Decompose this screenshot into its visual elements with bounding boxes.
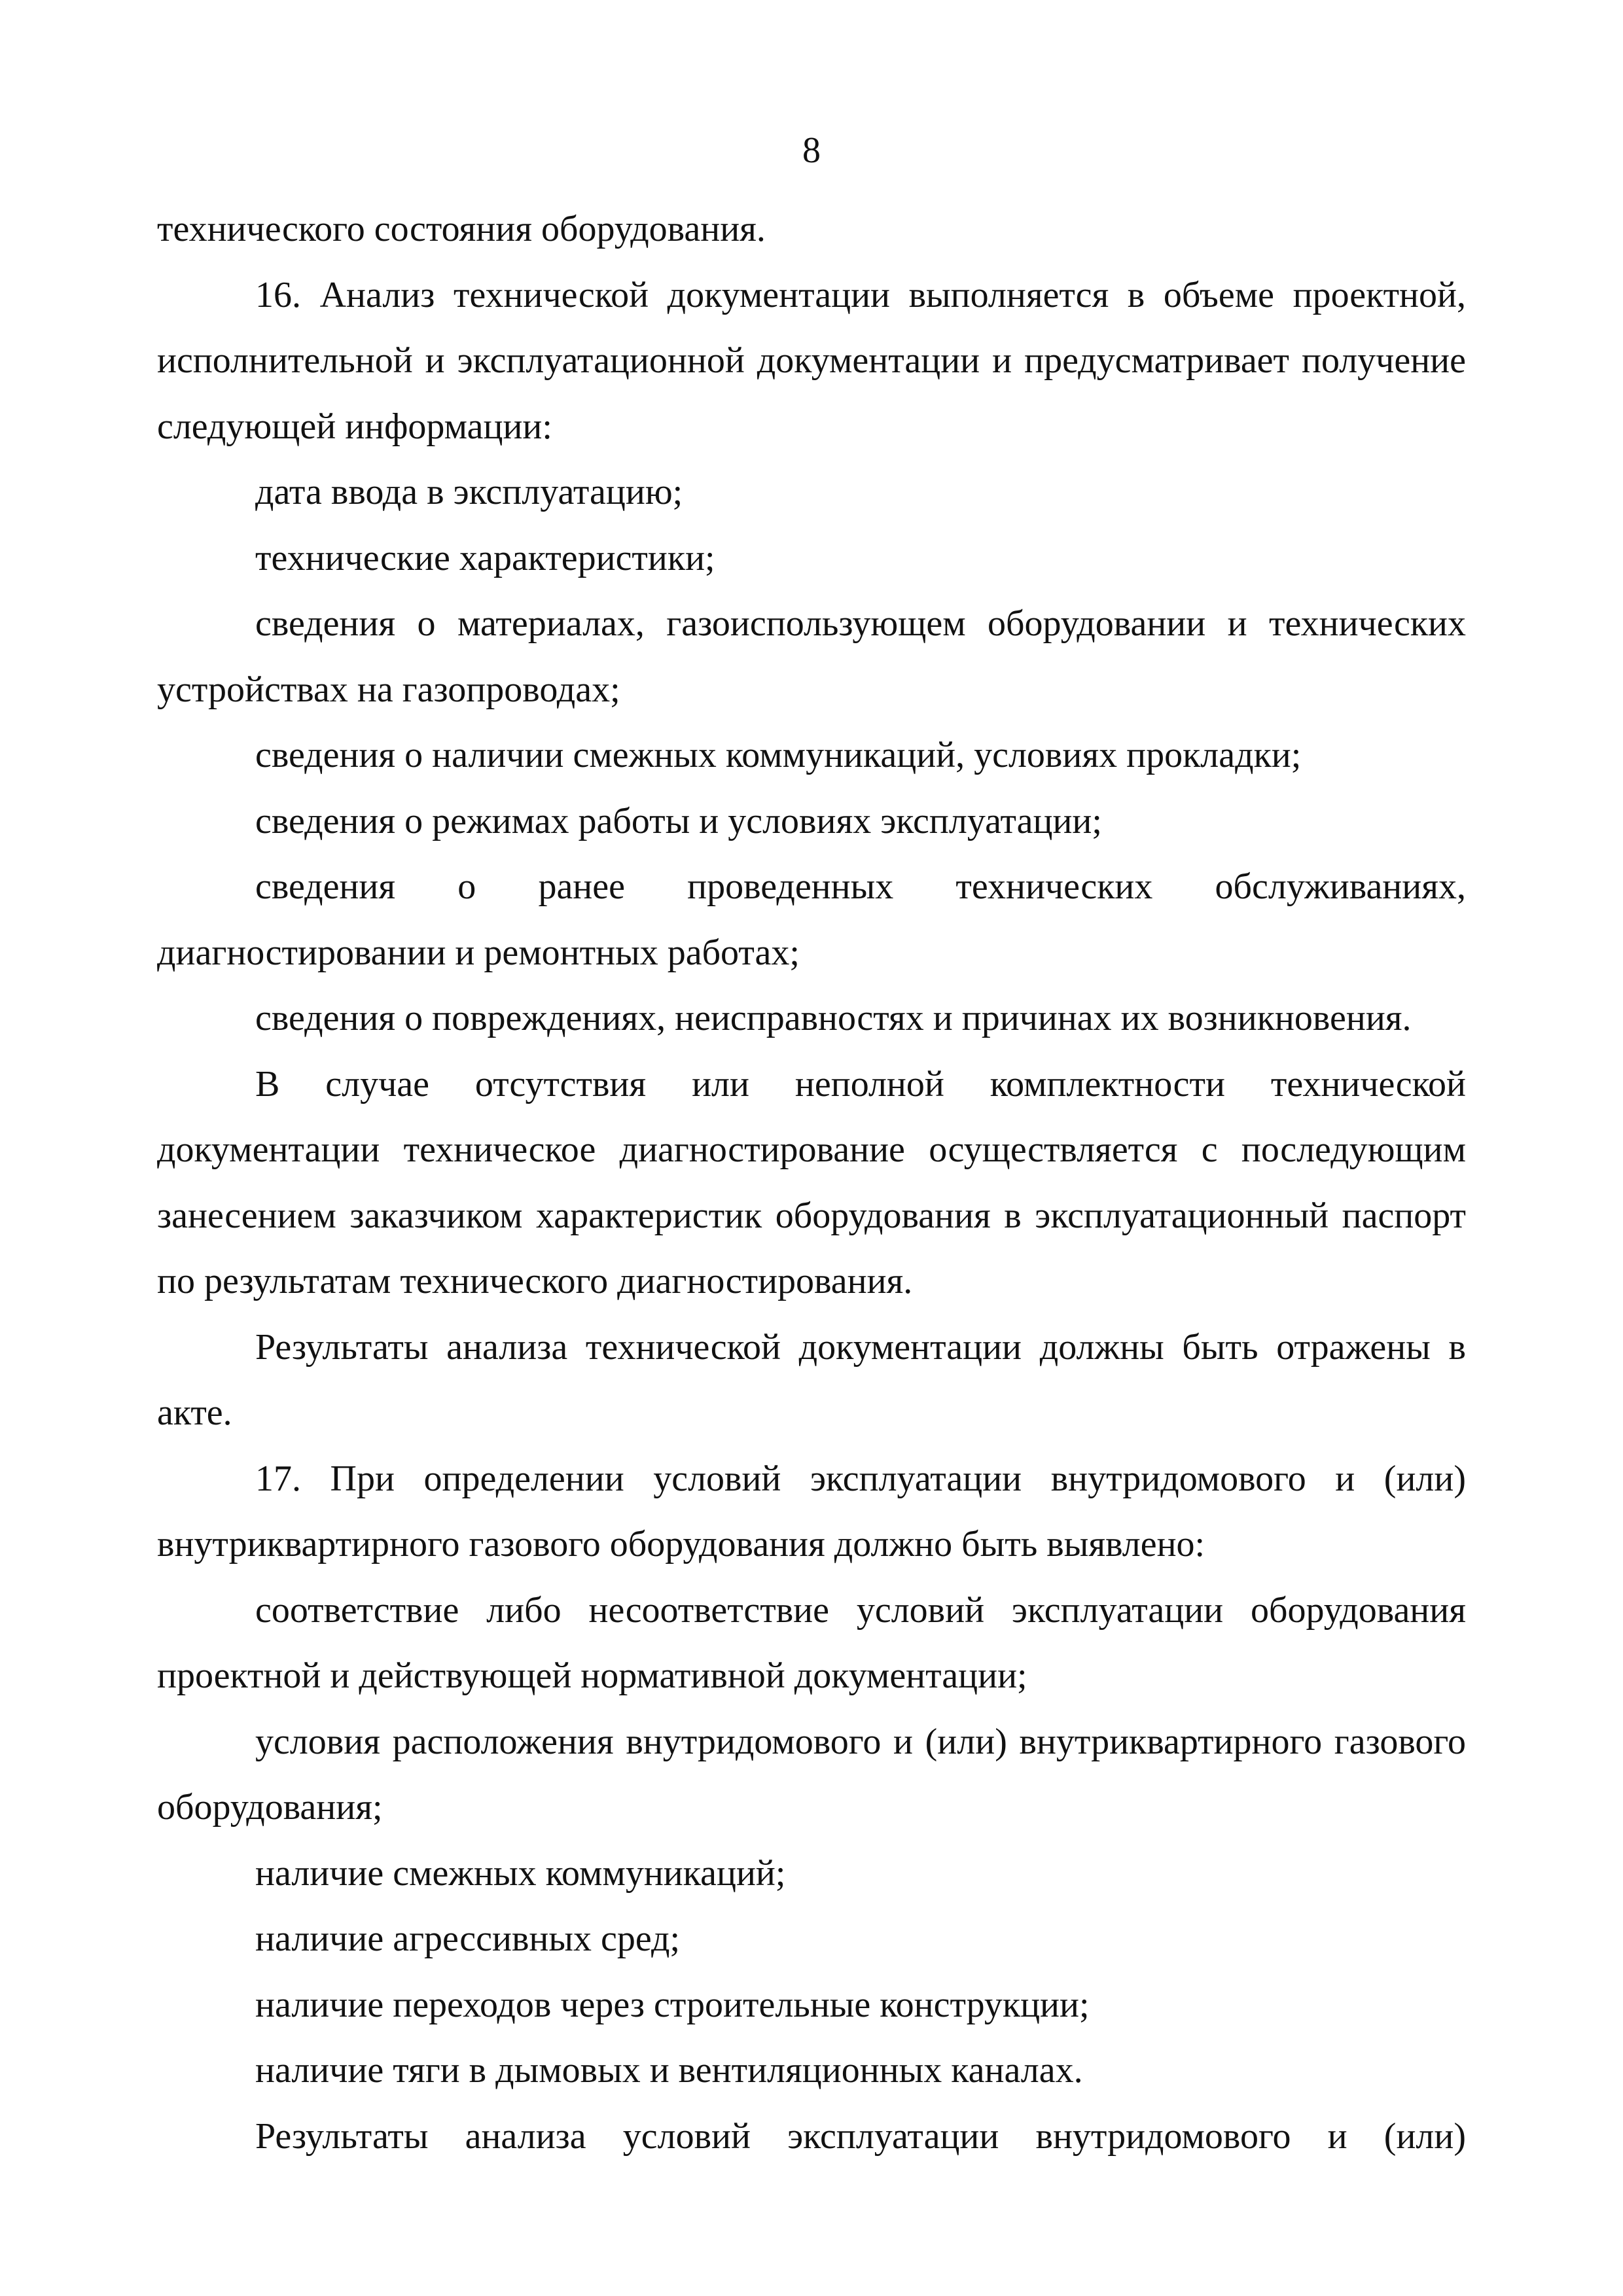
list-item: наличие смежных коммуникаций;: [255, 1852, 786, 1894]
page-number: 8: [802, 130, 821, 171]
document-body: [157, 196, 1466, 2169]
paragraph-continuation: технического состояния оборудования.: [157, 209, 766, 249]
list-item: сведения о наличии смежных коммуникаций, условиях прокладки;: [255, 735, 1302, 775]
list-item: сведения о повреждениях, неисправностях и причинах их возникновения.: [255, 998, 1412, 1038]
paragraph-item-17: 17. При определении условий эксплуатации внутридомового и (или) внутриквартирного газового оборудования должно быть выявлено:: [157, 1458, 1466, 1564]
paragraph-item-16: 16. Анализ технической документации выполняется в объеме проектной, исполнительной и эксплуатационной документации и предусматривает получение следующей информации:: [157, 274, 1466, 447]
list-item: наличие агрессивных сред;: [255, 1918, 681, 1959]
paragraph-continued: Результаты анализа условий эксплуатации внутридомового и (или): [255, 2115, 1466, 2157]
paragraph: Результаты анализа технической документации должны быть отражены в акте.: [157, 1326, 1466, 1433]
list-item: соответствие либо несоответствие условий эксплуатации оборудования проектной и действующей нормативной документации;: [157, 1589, 1466, 1696]
list-item: наличие переходов через строительные конструкции;: [255, 1984, 1090, 2025]
list-item: дата ввода в эксплуатацию;: [255, 472, 683, 512]
list-item: сведения о режимах работы и условиях эксплуатации;: [255, 800, 1102, 841]
list-item: сведения о ранее проведенных технических обслуживаниях, диагностировании и ремонтных работах;: [157, 866, 1466, 973]
list-item: сведения о материалах, газоиспользующем оборудовании и технических устройствах на газопроводах;: [157, 603, 1466, 710]
list-item: условия расположения внутридомового и (или) внутриквартирного газового оборудования;: [157, 1721, 1466, 1828]
list-item: наличие тяги в дымовых и вентиляционных каналах.: [255, 2050, 1083, 2091]
list-item: технические характеристики;: [255, 537, 715, 578]
paragraph: В случае отсутствия или неполной комплектности технической документации техническое диагностирование осуществляется с последующим занесением заказчиком характеристик оборудования в эксплуатационный паспорт по результатам технического диагностирования.: [157, 1063, 1466, 1301]
